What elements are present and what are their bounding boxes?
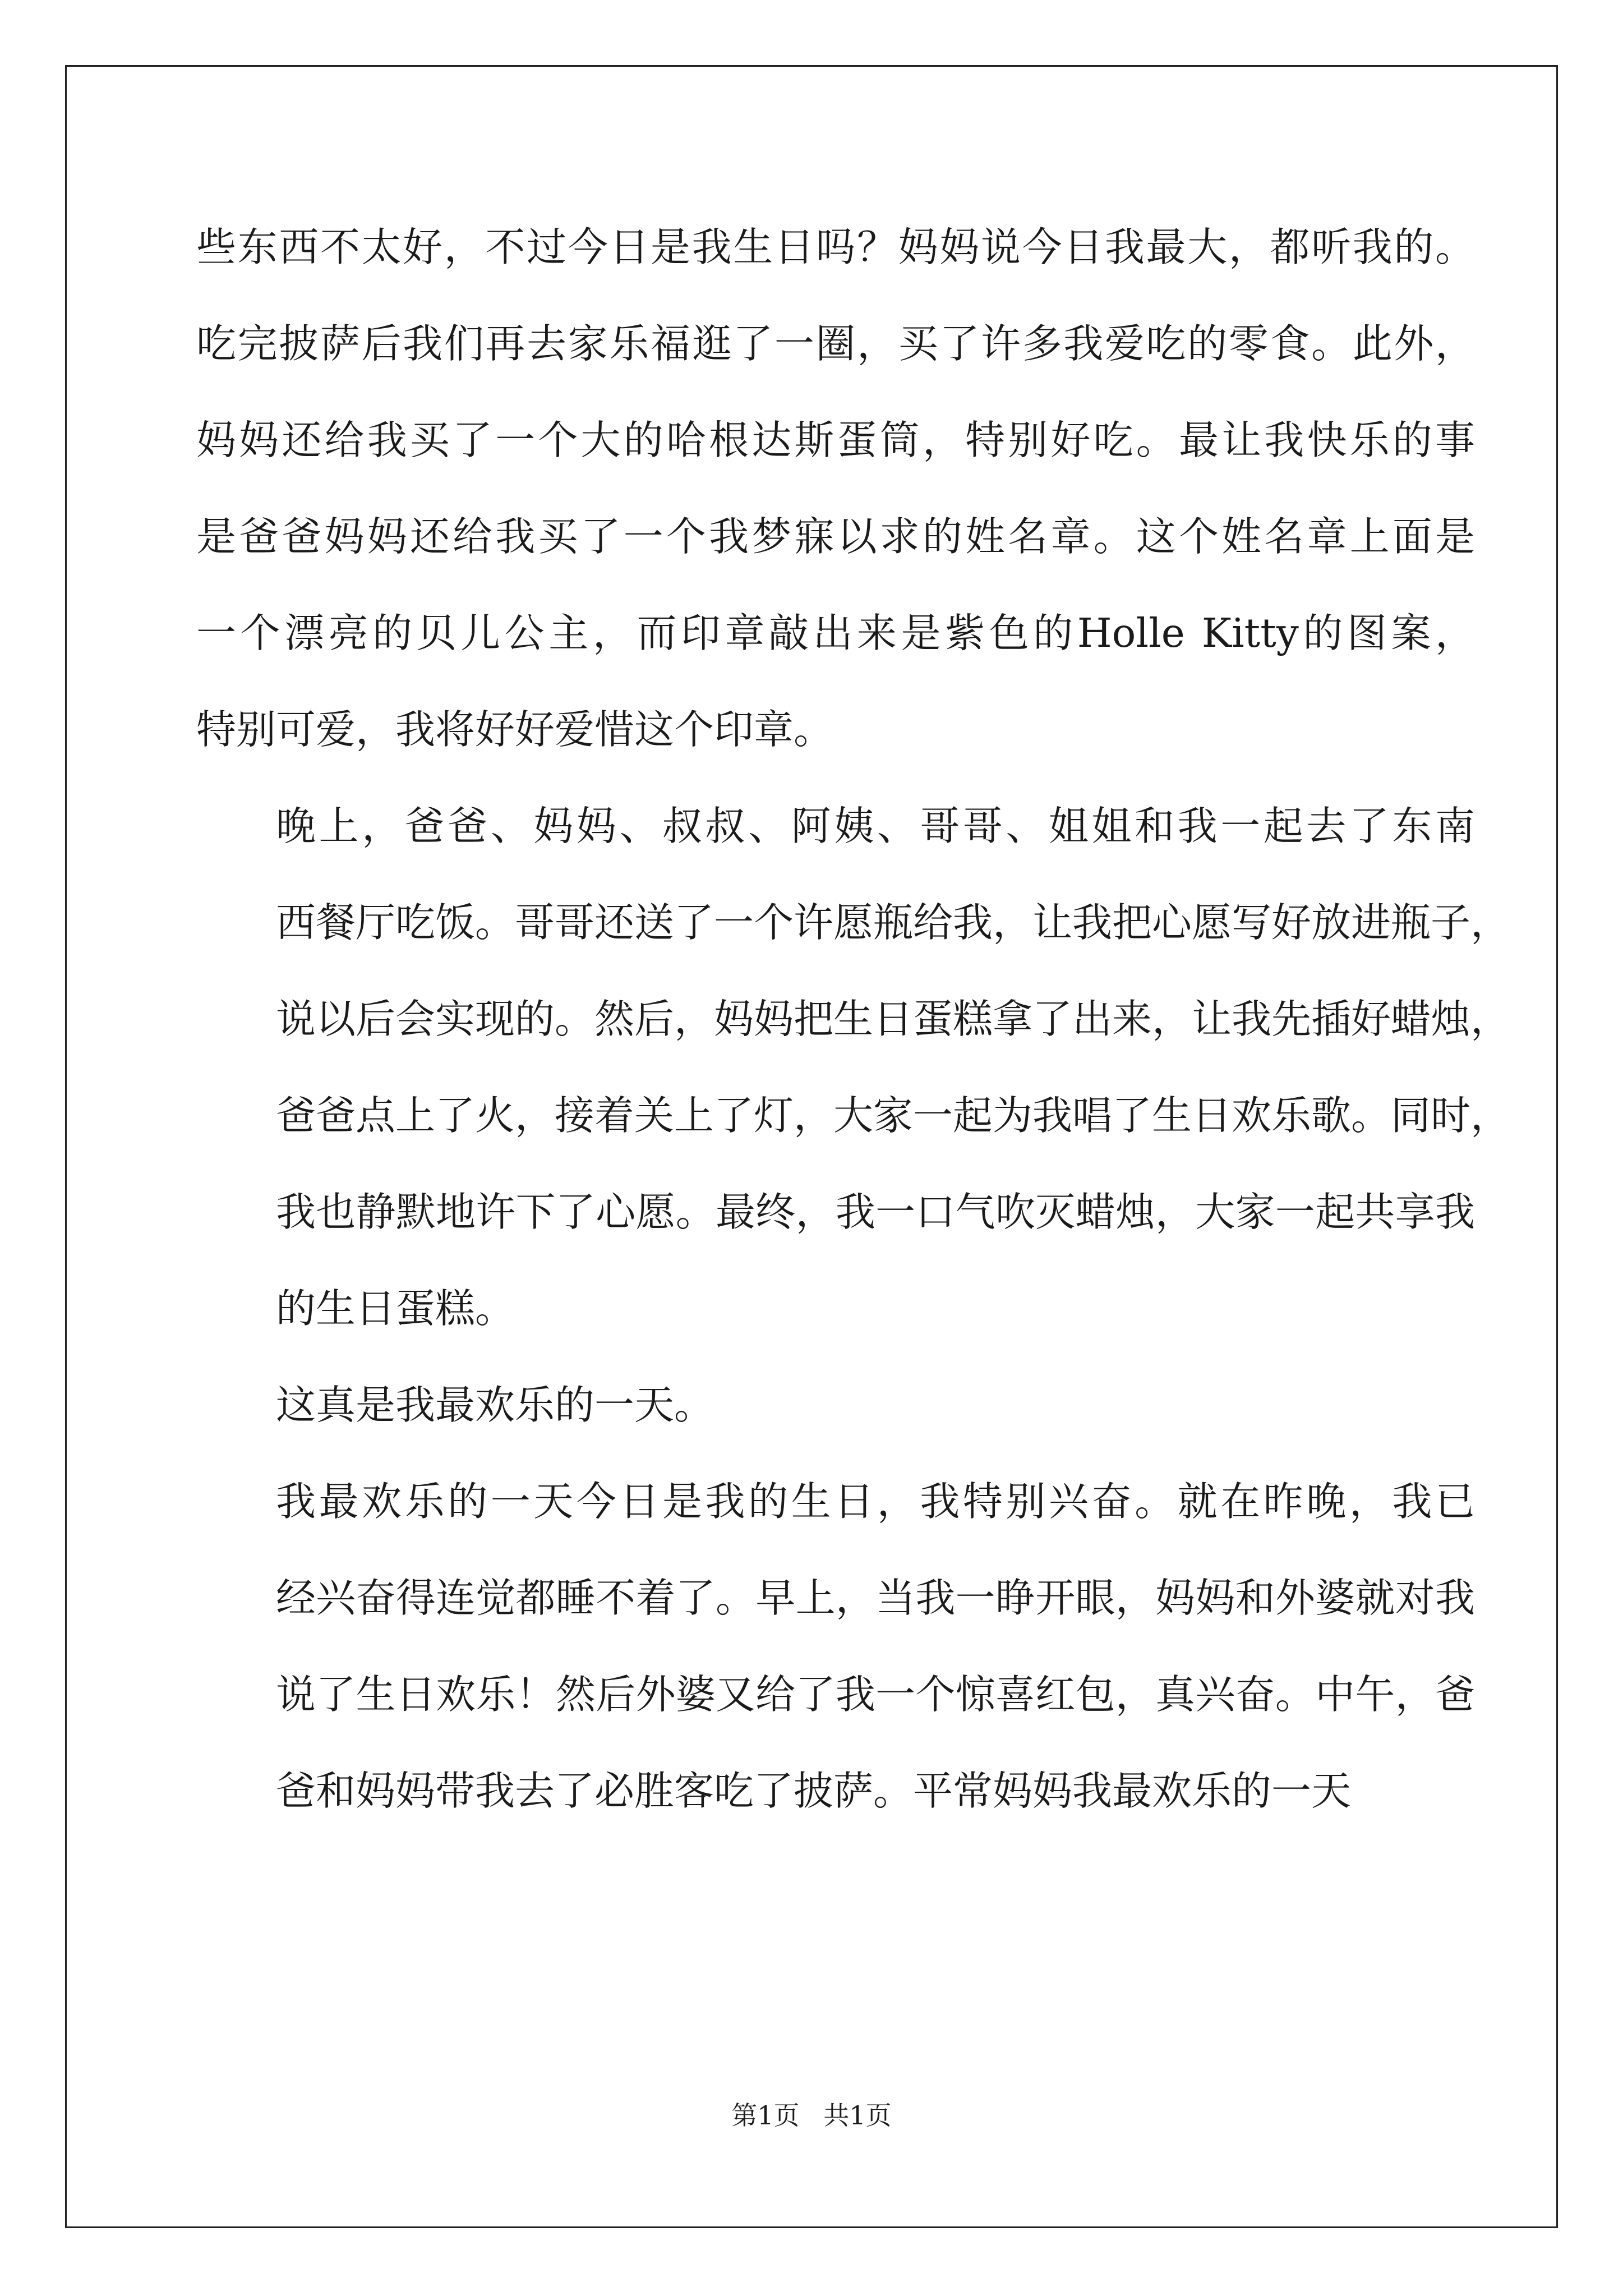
page-total: 共1页	[823, 2100, 892, 2131]
text-line: 晚上，爸爸、妈妈、叔叔、阿姨、哥哥、姐姐和我一起去了东南	[276, 803, 1475, 849]
text-line: 吃完披萨后我们再去家乐福逛了一圈，买了许多我爱吃的零食。此外，	[196, 320, 1475, 367]
text-line: 经兴奋得连觉都睡不着了。早上，当我一睁开眼，妈妈和外婆就对我	[276, 1575, 1475, 1621]
text-line: 我也静默地许下了心愿。最终，我一口气吹灭蜡烛，大家一起共享我	[276, 1189, 1475, 1235]
paragraph-4	[196, 1453, 1475, 1839]
text-line: 一个漂亮的贝儿公主，而印章敲出来是紫色的Holle Kitty的图案，	[196, 610, 1475, 656]
text-line: 些东西不太好，不过今日是我生日吗？妈妈说今日我最大，都听我的。	[196, 224, 1475, 270]
text-line: 说以后会实现的。然后，妈妈把生日蛋糕拿了出来，让我先插好蜡烛，	[276, 996, 1511, 1042]
paragraph-3	[196, 1357, 1475, 1453]
paragraph-1	[196, 199, 1475, 778]
text-line: 是爸爸妈妈还给我买了一个我梦寐以求的姓名章。这个姓名章上面是	[196, 513, 1475, 560]
text-line: 这真是我最欢乐的一天。	[276, 1382, 714, 1428]
page-footer	[0, 2095, 1623, 2132]
text-line: 我最欢乐的一天今日是我的生日，我特别兴奋。就在昨晚，我已	[276, 1478, 1475, 1525]
text-line: 爸爸点上了火，接着关上了灯，大家一起为我唱了生日欢乐歌。同时，	[276, 1092, 1511, 1139]
text-line: 西餐厅吃饭。哥哥还送了一个许愿瓶给我，让我把心愿写好放进瓶子，	[276, 899, 1511, 946]
text-line: 的生日蛋糕。	[276, 1285, 515, 1332]
text-line: 妈妈还给我买了一个大的哈根达斯蛋筒，特别好吃。最让我快乐的事	[196, 417, 1475, 463]
text-line: 爸和妈妈带我去了必胜客吃了披萨。平常妈妈我最欢乐的一天	[276, 1768, 1352, 1814]
document-body	[196, 199, 1511, 1839]
page-number: 第1页	[731, 2100, 800, 2131]
text-line: 说了生日欢乐！然后外婆又给了我一个惊喜红包，真兴奋。中午，爸	[276, 1671, 1475, 1718]
paragraph-2	[196, 778, 1511, 1357]
text-line: 特别可爱，我将好好爱惜这个印章。	[196, 706, 834, 753]
